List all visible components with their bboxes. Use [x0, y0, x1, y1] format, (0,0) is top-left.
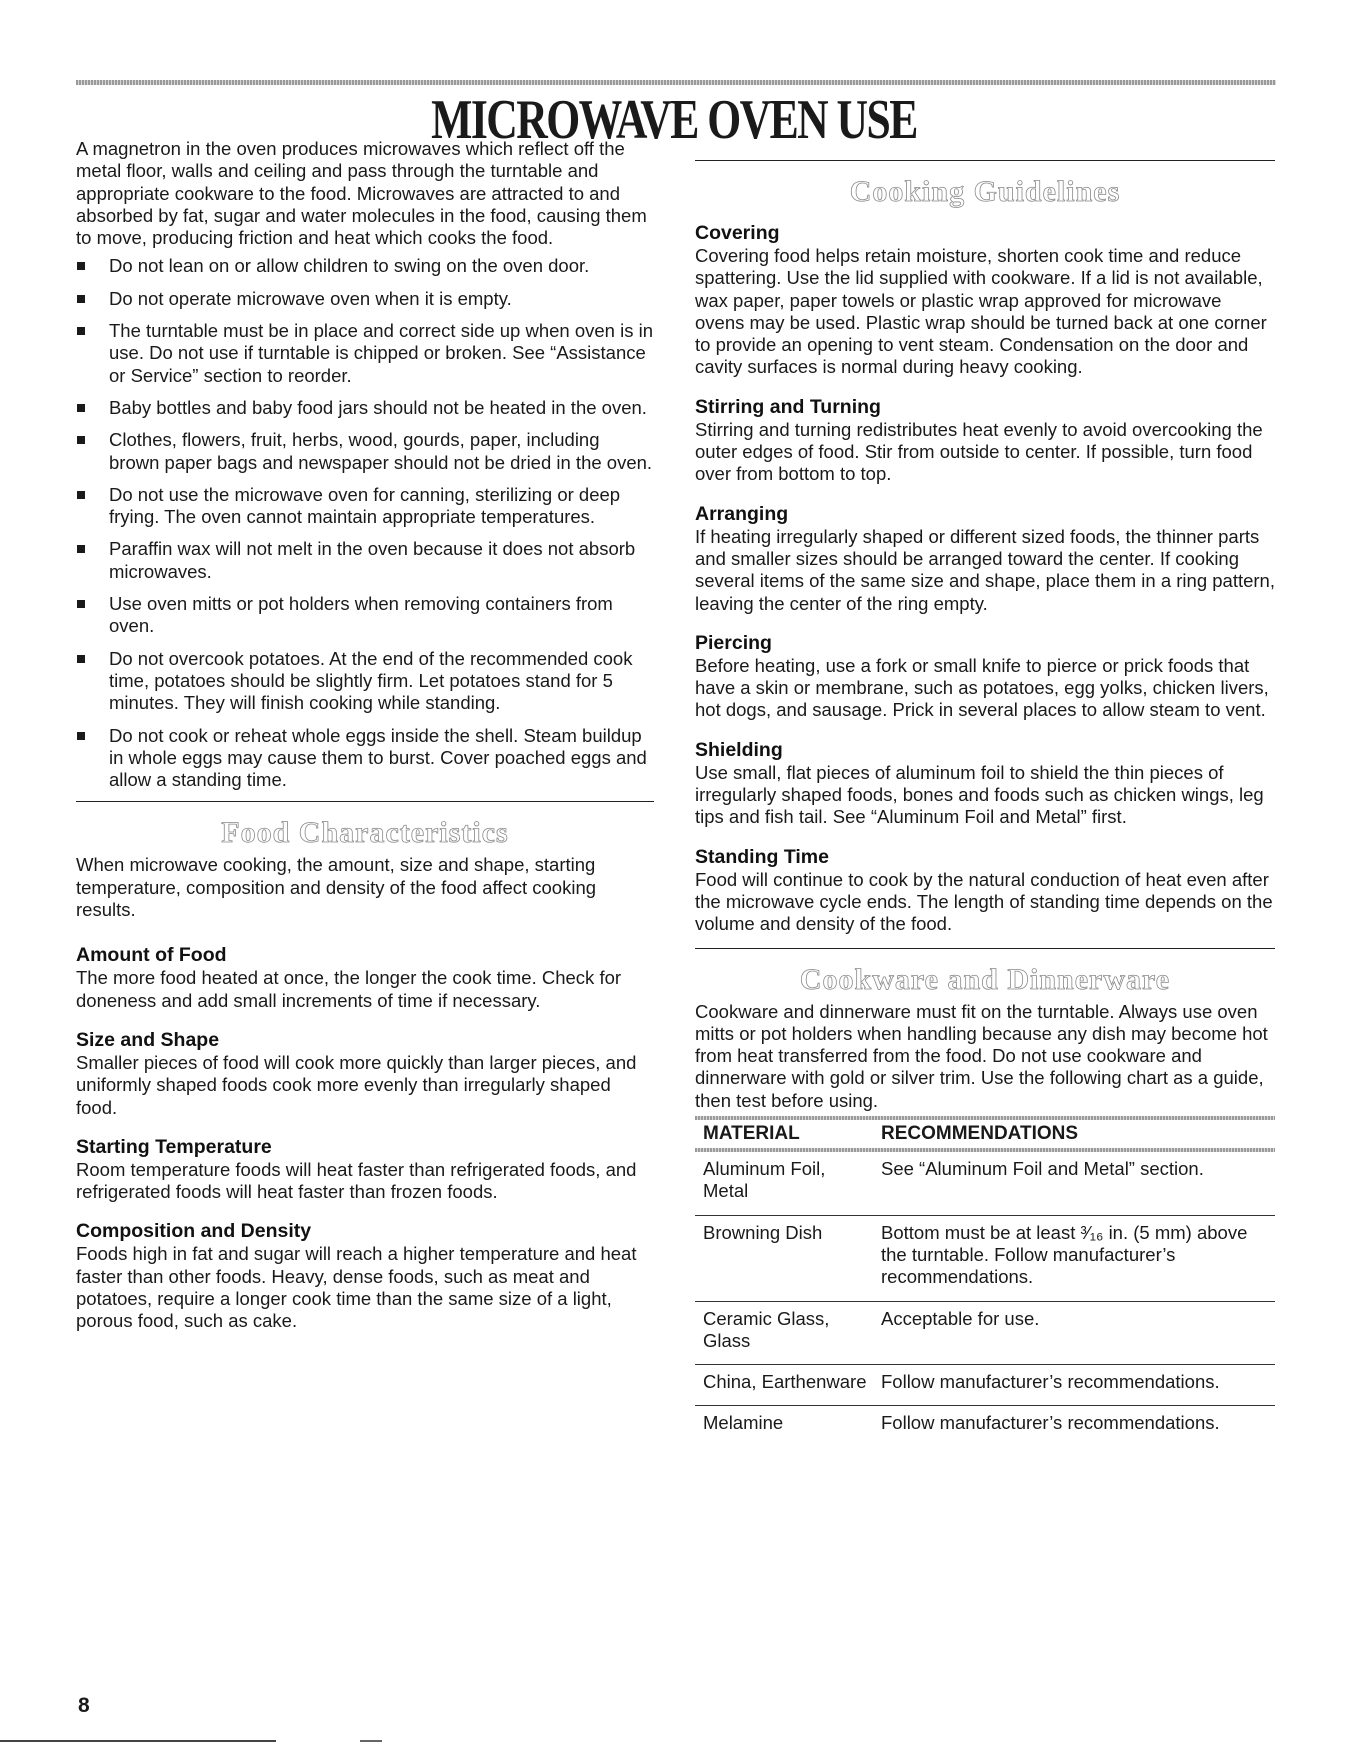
square-bullet-icon — [77, 404, 85, 412]
cookware-title: Cookware and Dinnerware — [799, 962, 1171, 996]
square-bullet-icon — [77, 732, 85, 740]
food-characteristics-intro: When microwave cooking, the amount, size and shape, starting temperature, composition and density of the food affect cooking results. — [76, 854, 597, 921]
page-title: MICROWAVE OVEN USE — [431, 89, 917, 151]
section-divider — [76, 801, 654, 802]
table-row — [695, 1215, 1275, 1301]
table-row — [695, 1365, 1275, 1406]
piercing-text: Before heating, use a fork or small knife to pierce or prick foods that have a skin or membrane, such as potatoes, egg yolks, chicken livers, hot dogs, and sausage. Prick in several places to allow steam to vent. — [695, 654, 1269, 721]
arranging-heading: Arranging — [695, 502, 789, 525]
recommendation-cell: Bottom must be at least ³⁄₁₆ in. (5 mm) above the turntable. Follow manufacturer’s recommendations. — [873, 1215, 1275, 1301]
list-item: Do not use the microwave oven for canning, sterilizing or deep frying. The oven cannot maintain appropriate temperatures. — [76, 484, 654, 529]
square-bullet-icon — [77, 655, 85, 663]
page-number: 8 — [78, 1694, 90, 1717]
list-item: Paraffin wax will not melt in the oven because it does not absorb microwaves. — [76, 538, 654, 583]
list-item: Use oven mitts or pot holders when removing containers from oven. — [76, 593, 654, 638]
arranging-text: If heating irregularly shaped or different sized foods, the thinner parts and smaller sizes should be arranged toward the center. If cooking several items of the same size and shape, place them in a ring pattern, leaving the center of the ring empty. — [695, 525, 1275, 614]
shielding-text: Use small, flat pieces of aluminum foil to shield the thin pieces of irregularly shaped foods, bones and foods such as chicken wings, leg tips and fish tail. See “Aluminum Foil and Metal” first. — [695, 761, 1264, 828]
starting-temperature-heading: Starting Temperature — [76, 1135, 272, 1158]
material-cell: Ceramic Glass, Glass — [695, 1301, 873, 1365]
table-header-row — [695, 1120, 1275, 1148]
material-cell: China, Earthenware — [695, 1365, 873, 1406]
composition-density-heading: Composition and Density — [76, 1220, 312, 1243]
section-divider — [695, 160, 1275, 161]
material-cell: Melamine — [703, 1412, 784, 1434]
starting-temperature-text: Room temperature foods will heat faster than refrigerated foods, and refrigerated foods will heat faster than frozen foods. — [76, 1158, 637, 1203]
covering-heading: Covering — [695, 222, 780, 244]
recommendation-cell: Acceptable for use. — [873, 1301, 1275, 1365]
covering-text: Covering food helps retain moisture, shorten cook time and reduce spattering. Use the lid supplied with cookware. If a lid is not available, wax paper, paper towels or plastic wrap approved for microwave ovens may be used. Plastic wrap should be turned back at one corner to provide an opening to vent steam. Condensation on the door and cavity surfaces is normal during heavy cooking. — [695, 245, 1267, 378]
material-cell: Browning Dish — [695, 1215, 873, 1301]
safety-bullet-list — [76, 255, 654, 791]
shielding-heading: Shielding — [695, 738, 783, 761]
square-bullet-icon — [77, 491, 85, 499]
table-row — [695, 1406, 1275, 1447]
standing-time-heading: Standing Time — [695, 845, 829, 868]
footer-rule — [0, 1740, 276, 1742]
list-item: Do not overcook potatoes. At the end of the recommended cook time, potatoes should be slightly firm. Let potatoes stand for 5 minutes. They will finish cooking while standing. — [76, 648, 654, 715]
recommendations-column-header: RECOMMENDATIONS — [881, 1123, 1079, 1145]
list-item: Clothes, flowers, fruit, herbs, wood, gourds, paper, including brown paper bags and newspaper should not be dried in the oven. — [76, 429, 654, 474]
left-column — [76, 138, 654, 1333]
list-item: Baby bottles and baby food jars should not be heated in the oven. — [76, 397, 654, 419]
square-bullet-icon — [77, 436, 85, 444]
food-characteristics-title: Food Characteristics — [221, 816, 509, 850]
list-item: The turntable must be in place and correct side up when oven is in use. Do not use if turntable is chipped or broken. See “Assistance or Service” section to reorder. — [76, 320, 654, 387]
table-row — [695, 1301, 1275, 1365]
stirring-turning-text: Stirring and turning redistributes heat evenly to avoid overcooking the outer edges of food. Stir from outside to center. If possible, turn food over from bottom to top. — [695, 418, 1263, 485]
intro-paragraph: A magnetron in the oven produces microwaves which reflect off the metal floor, walls and ceiling and pass through the turntable and appropriate cookware to the food. Microwaves are attracted to and absorbed by fat, sugar and water molecules in the food, causing them to move, producing friction and heat which cooks the food. — [76, 138, 647, 249]
footer-tick — [360, 1740, 382, 1742]
composition-density-text: Foods high in fat and sugar will reach a higher temperature and heat faster than other foods. Heavy, dense foods, such as meat and potatoes, require a longer cook time than the same size of a light, porous food, such as cake. — [76, 1243, 637, 1332]
size-and-shape-text: Smaller pieces of food will cook more quickly than larger pieces, and uniformly shaped foods cook more evenly than irregularly shaped food. — [76, 1051, 637, 1118]
size-and-shape-heading: Size and Shape — [76, 1028, 220, 1051]
right-column — [695, 138, 1275, 1447]
square-bullet-icon — [77, 327, 85, 335]
list-item: Do not lean on or allow children to swing on the oven door. — [76, 255, 654, 277]
cookware-intro: Cookware and dinnerware must fit on the turntable. Always use oven mitts or pot holders when handling because any dish may become hot from heat transferred from the food. Do not use cookware and dinnerware with gold or silver trim. Use the following chart as a guide, then test before using. — [695, 1000, 1268, 1111]
cooking-guidelines-title: Cooking Guidelines — [849, 175, 1121, 208]
square-bullet-icon — [77, 262, 85, 270]
recommendation-cell: Follow manufacturer’s recommendations. — [881, 1412, 1220, 1434]
square-bullet-icon — [77, 295, 85, 303]
recommendation-cell: Follow manufacturer’s recommendations. — [873, 1365, 1275, 1406]
square-bullet-icon — [77, 600, 85, 608]
material-cell: Aluminum Foil, Metal — [695, 1152, 873, 1215]
recommendation-cell: See “Aluminum Foil and Metal” section. — [873, 1152, 1275, 1215]
amount-of-food-text: The more food heated at once, the longer the cook time. Check for doneness and add small increments of time if necessary. — [76, 967, 622, 1011]
standing-time-text: Food will continue to cook by the natural conduction of heat even after the microwave cycle ends. The length of standing time depends on the volume and density of the food. — [695, 868, 1273, 935]
list-item: Do not cook or reheat whole eggs inside the shell. Steam buildup in whole eggs may cause them to burst. Cover poached eggs and allow a standing time. — [76, 725, 654, 792]
stirring-turning-heading: Stirring and Turning — [695, 395, 881, 418]
section-divider — [695, 948, 1275, 949]
table-row — [695, 1152, 1275, 1215]
piercing-heading: Piercing — [695, 631, 772, 654]
square-bullet-icon — [77, 545, 85, 553]
top-dotted-rule — [76, 80, 1276, 85]
material-column-header: MATERIAL — [703, 1123, 800, 1145]
cookware-table — [695, 1120, 1275, 1447]
list-item: Do not operate microwave oven when it is empty. — [76, 288, 654, 310]
amount-of-food-heading: Amount of Food — [76, 944, 227, 967]
